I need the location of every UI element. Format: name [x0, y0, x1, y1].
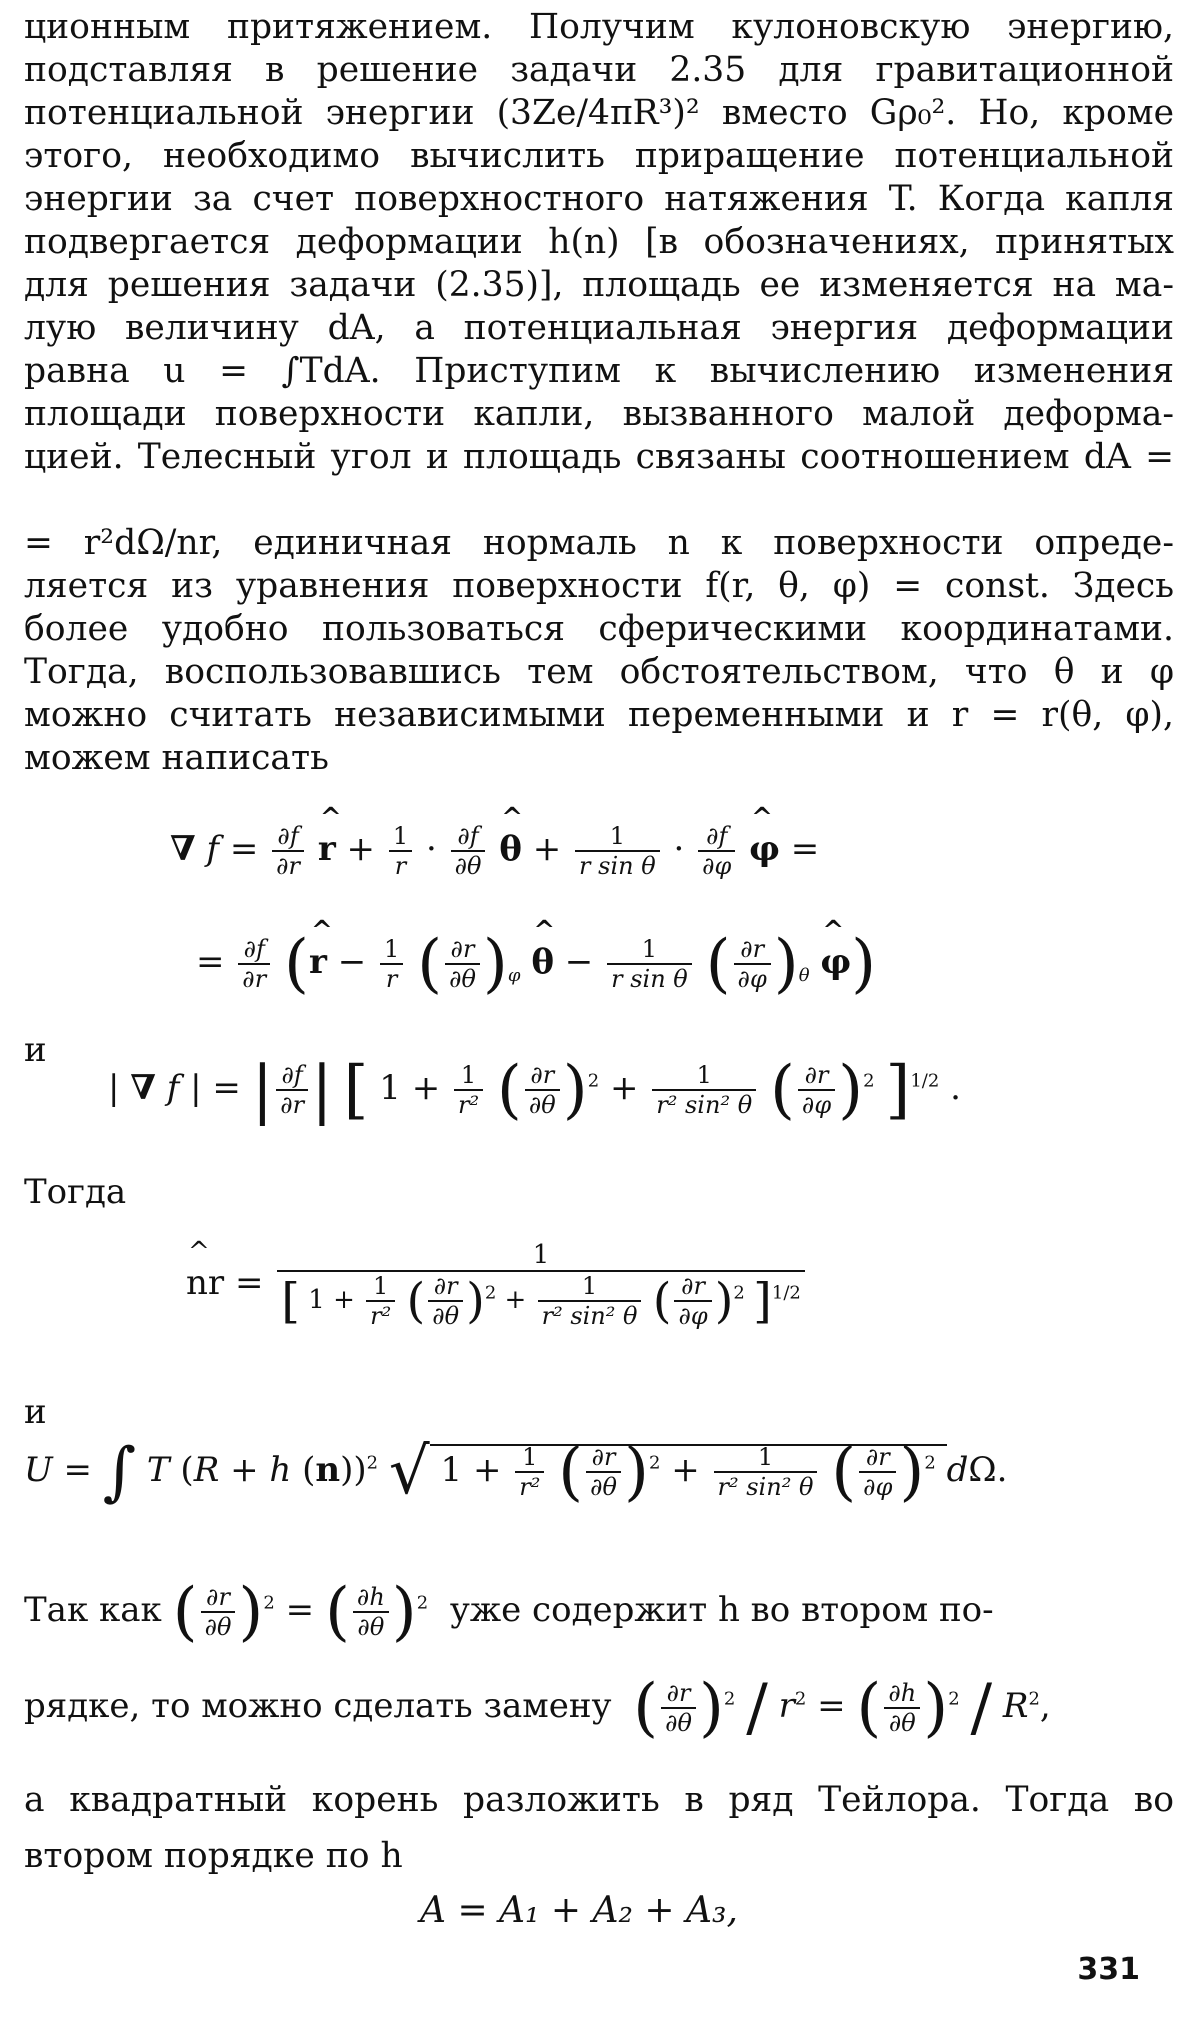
paragraph-3-line-2: рядке, то можно сделать замену ( $\frac{\partial r}{\partial\theta}$ )$^2 / r^2$ = ( $\frac{\partial h}{\partial\theta}$ )$^2 / R^2$, [24, 1671, 1051, 1745]
text-line: потенциальной энергии (3Ze/4πR³)² вместо Gρ₀². Но, кроме [24, 93, 1174, 133]
text-fragment: Так как [24, 1590, 162, 1630]
text-line: ционным притяжением. Получим кулоновскую энергию, [24, 7, 1174, 47]
text-line: Тогда, воспользовавшись тем обстоятельством, что θ и φ [24, 652, 1174, 692]
text-line: подставляя в решение задачи 2.35 для гравитационной [24, 50, 1174, 90]
equation-area-sum: A = A₁ + A₂ + A₃, [420, 1890, 738, 1931]
text-line: а квадратный корень разложить в ряд Тейлора. Тогда во [24, 1780, 1174, 1820]
text-line: лую величину dA, а потенциальная энергия деформации [24, 308, 1174, 348]
text-line: равна u = ∫TdA. Приступим к вычислению изменения [24, 351, 1174, 391]
text-line: для решения задачи (2.35)], площадь ее изменяется на ма- [24, 265, 1174, 305]
text-line: энергии за счет поверхностного натяжения T. Когда капля [24, 179, 1174, 219]
text-line: площади поверхности капли, вызванного малой деформа- [24, 394, 1174, 434]
paragraph-4 [24, 1772, 1174, 1884]
paragraph-3-line-1: Так как ( $\frac{\partial r}{\partial\theta}$ )$^2$ = ( $\frac{\partial h}{\partial\theta}$ )$^2$ уже содержит h во втором по- [24, 1575, 994, 1649]
text-line: более удобно пользоваться сферическими координатами. [24, 609, 1174, 649]
text-fragment: рядке, то можно сделать замену [24, 1686, 612, 1726]
equation-normal-dot-r: ^ nr = 1 [ 1 + $\frac{1}{\text{r²}}$ ( $\frac{\partial r}{\partial\theta}$ )$^2$ + $\frac{1}{\text{r² sin² θ}}$ ( $\frac{\partial r}{\partial\varphi}$ )$^2$ ]$^{1/2}$ [186, 1240, 808, 1330]
paragraph-2 [24, 522, 1174, 780]
text-line: подвергается деформации h(n) [в обозначениях, принятых [24, 222, 1174, 262]
equation-gradient-2: = $\frac{\partial f}{\partial r}$ (^ r − $\frac{1}{r}$ ( $\frac{\partial r}{\partial\theta}$ )$_\varphi$ ^ θ − $\frac{1}{\text{r sin θ}}$ ( $\frac{\partial r}{\partial\varphi}$ )$_\theta$ ^ φ) [196, 932, 876, 996]
page-number: 331 [1077, 1952, 1140, 1987]
text-line: ляется из уравнения поверхности f(r, θ, φ) = const. Здесь [24, 566, 1174, 606]
text-line: можно считать независимыми переменными и r = r(θ, φ), [24, 695, 1174, 735]
connector-then: Тогда [24, 1172, 127, 1212]
equation-gradient-1: ∇ f = $\frac{\partial f}{\partial r}$ ^ r + $\frac{1}{r}$ · $\frac{\partial f}{\partial\theta}$ ^ θ + $\frac{1}{\text{r sin θ}}$ · $\frac{\partial f}{\partial\varphi}$ ^ φ = [170, 822, 819, 880]
equation-energy-integral: U = ∫ T (R + h (n))$^2$ √ 1 + $\frac{1}{\text{r²}}$ ( $\frac{\partial r}{\partial\theta}$ )$^2$ + $\frac{1}{\text{r² sin² θ}}$ ( $\frac{\partial r}{\partial\varphi}$ )$^2$ dΩ. [24, 1435, 1008, 1509]
text-line: втором порядке по h [24, 1836, 403, 1876]
connector-and: и [24, 1392, 47, 1432]
text-fragment: уже содержит h во втором по- [449, 1590, 994, 1630]
paragraph-1 [24, 6, 1174, 479]
equation-grad-magnitude: | ∇ f | = | $\frac{\partial f}{\partial r}$ | [ 1 + $\frac{1}{\text{r²}}$ ( $\frac{\partial r}{\partial\theta}$ )$^2$ + $\frac{1}{\text{r² sin² θ}}$ ( $\frac{\partial r}{\partial\varphi}$ )$^2$ ]$^{1/2}$ . [108, 1053, 961, 1127]
connector-and: и [24, 1030, 47, 1070]
text-line: этого, необходимо вычислить приращение потенциальной [24, 136, 1174, 176]
text-line: цией. Телесный угол и площадь связаны соотношением dA = [24, 437, 1174, 477]
text-line: = r²dΩ/nr, единичная нормаль n к поверхности опреде- [24, 523, 1174, 563]
text-line: можем написать [24, 738, 329, 778]
